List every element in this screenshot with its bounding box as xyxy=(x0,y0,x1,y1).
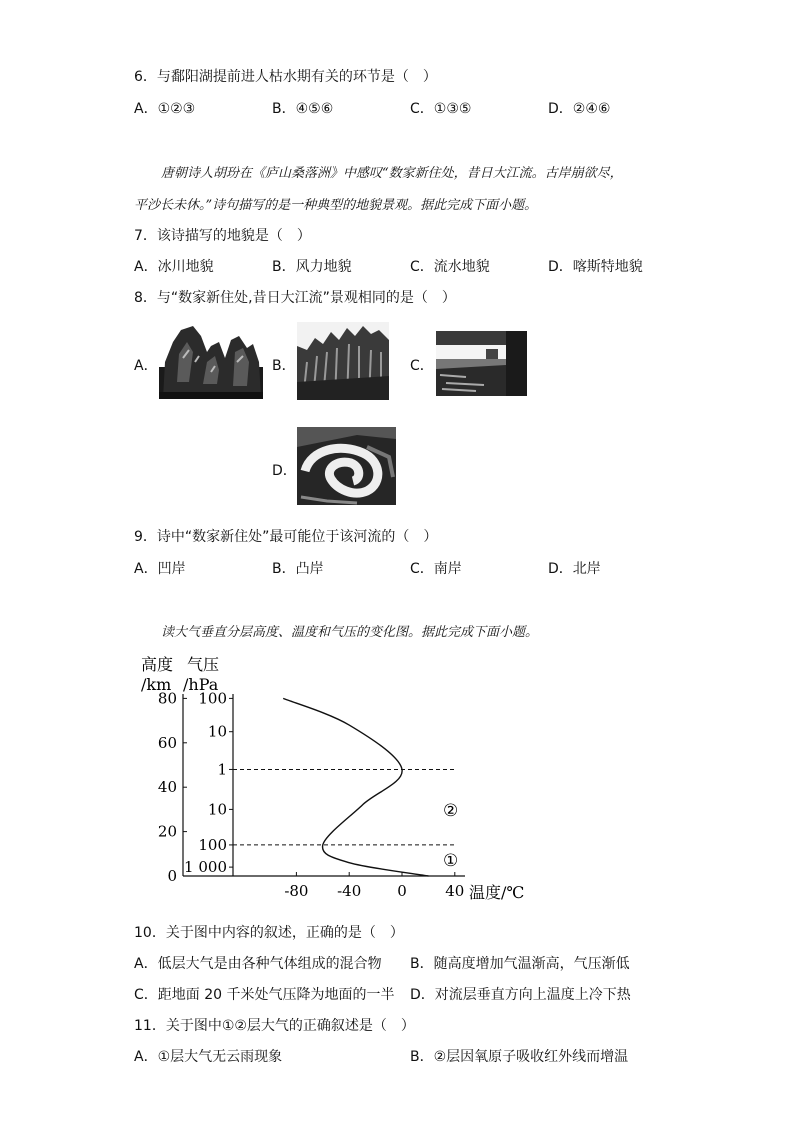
q8-photo-b-canyon-cliffs xyxy=(297,322,389,400)
q10-option-d: D．对流层垂直方向上温度上冷下热 xyxy=(410,987,631,1003)
passage1-line1: 唐朝诗人胡玢在《庐山桑落洲》中感叹“数家新住处，昔日大江流。古岸崩欲尽， xyxy=(161,166,623,181)
atmosphere-chart xyxy=(125,648,545,908)
q6-option-d: D．②④⑥ xyxy=(548,101,611,117)
q7-stem: 7．该诗描写的地貌是（ ） xyxy=(134,228,311,244)
layer-label-2: ② xyxy=(443,801,459,821)
height-tick-label: 40 xyxy=(157,778,177,797)
pressure-tick-label: 100 xyxy=(198,835,227,854)
q9-option-a: A．凹岸 xyxy=(134,561,186,577)
q8-option-b-label: B． xyxy=(272,358,296,374)
q10-option-b: B．随高度增加气温渐高，气压渐低 xyxy=(410,956,630,972)
temperature-axis-title: 温度/℃ xyxy=(469,883,525,902)
layer-label-1: ① xyxy=(443,851,459,871)
q6-stem: 6．与鄱阳湖提前进人枯水期有关的环节是（ ） xyxy=(134,69,437,85)
q11-option-b: B．②层因氧原子吸收红外线而增温 xyxy=(410,1049,629,1065)
temperature-tick-label: -40 xyxy=(337,882,362,900)
q7-option-a: A．冰川地貌 xyxy=(134,259,214,275)
height-axis-unit: /km xyxy=(141,675,172,694)
pressure-tick-label: 100 xyxy=(198,689,227,708)
pressure-axis-unit: /hPa xyxy=(183,675,219,694)
height-axis-title: 高度 xyxy=(141,655,174,674)
q11-option-a: A．①层大气无云雨现象 xyxy=(134,1049,283,1065)
q7-option-b: B．风力地貌 xyxy=(272,259,352,275)
q8-option-c-label: C． xyxy=(410,358,434,374)
q6-option-a: A．①②③ xyxy=(134,101,196,117)
q9-option-b: B．凸岸 xyxy=(272,561,324,577)
q9-option-d: D．北岸 xyxy=(548,561,601,577)
pressure-tick-label: 10 xyxy=(207,722,227,741)
q11-stem: 11．关于图中①②层大气的正确叙述是（ ） xyxy=(134,1018,415,1034)
pressure-axis-title: 气压 xyxy=(187,655,220,674)
q6-option-b: B．④⑤⑥ xyxy=(272,101,334,117)
q10-stem: 10．关于图中内容的叙述，正确的是（ ） xyxy=(134,925,404,941)
pressure-tick-label: 1 xyxy=(217,760,227,779)
temperature-tick-label: 40 xyxy=(445,882,465,900)
temperature-tick-label: -80 xyxy=(284,882,309,900)
q7-option-d: D．喀斯特地貌 xyxy=(548,259,643,275)
q8-option-a-label: A． xyxy=(134,358,158,374)
height-tick-label: 60 xyxy=(157,733,177,752)
q8-photo-c-river-bank xyxy=(436,331,527,396)
pressure-tick-label: 10 xyxy=(207,800,227,819)
passage1-line2: 平沙长未休。”诗句描写的是一种典型的地貌景观。据此完成下面小题。 xyxy=(134,198,538,213)
q9-option-c: C．南岸 xyxy=(410,561,462,577)
q8-option-d-label: D． xyxy=(272,463,297,479)
height-tick-label: 80 xyxy=(157,689,177,708)
q6-option-c: C．①③⑤ xyxy=(410,101,472,117)
q8-photo-a-rock-formations xyxy=(159,322,263,399)
passage2-text: 读大气垂直分层高度、温度和气压的变化图。据此完成下面小题。 xyxy=(161,625,539,640)
height-tick-label: 20 xyxy=(157,822,177,841)
height-tick-label: 0 xyxy=(167,867,177,885)
q7-option-c: C．流水地貌 xyxy=(410,259,490,275)
q10-option-c: C．距地面 20 千米处气压降为地面的一半 xyxy=(134,987,395,1003)
q8-stem: 8．与“数家新住处,昔日大江流”景观相同的是（ ） xyxy=(134,290,456,306)
pressure-tick-label: 1 000 xyxy=(184,858,227,877)
q9-stem: 9．诗中“数家新住处”最可能位于该河流的（ ） xyxy=(134,529,438,545)
q10-option-a: A．低层大气是由各种气体组成的混合物 xyxy=(134,956,382,972)
q8-photo-d-meander xyxy=(297,427,396,505)
temperature-tick-label: 0 xyxy=(397,882,407,900)
temperature-curve xyxy=(283,698,428,876)
